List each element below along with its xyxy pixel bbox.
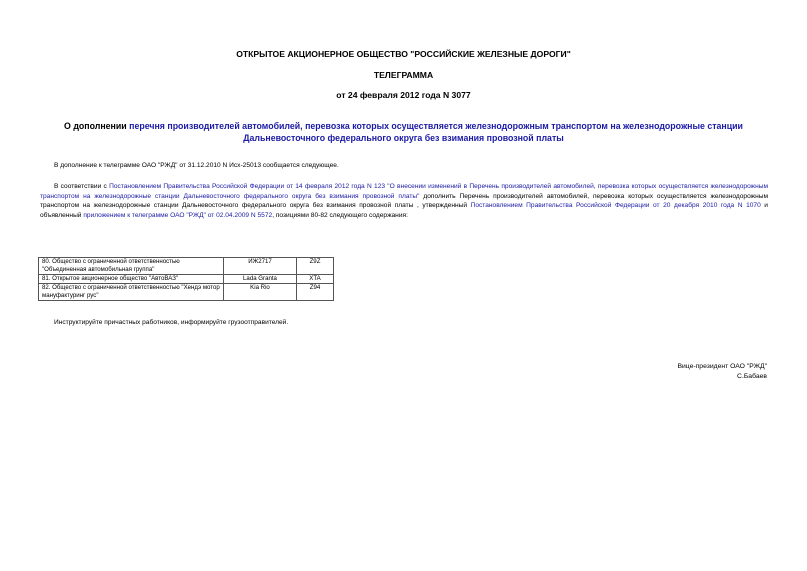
resolution-1070-link[interactable]: Постановлением Правительства Российской Федерации от 20 декабря 2010 года N 1070: [470, 202, 761, 210]
paragraph-intro: [40, 161, 768, 171]
signatory-name: С.Бабаев: [737, 372, 767, 380]
paragraph-main-text-3: и объявленный: [40, 202, 768, 219]
paragraph-intro-text: В дополнение к телеграмме ОАО "РЖД" от 31.12.2010 N Исх-25013 сообщается следующее.: [54, 162, 339, 169]
table-cell-code: Z9Z: [297, 258, 334, 275]
organization-title: ОТКРЫТОЕ АКЦИОНЕРНОЕ ОБЩЕСТВО "РОССИЙСКИЕ ЖЕЛЕЗНЫЕ ДОРОГИ": [236, 49, 571, 59]
table-cell-model: Kia Rio: [224, 284, 297, 301]
subject-link[interactable]: перечня производителей автомобилей, перевозка которых осуществляется железнодорожным транспортом на железнодорожные станции Дальневосточного федерального округа без взимания провозной платы: [129, 121, 743, 143]
table-row: [39, 258, 334, 275]
paragraph-instruction: [40, 318, 768, 328]
signature-block: [677, 362, 767, 381]
document-date: от 24 февраля 2012 года N 3077: [336, 90, 471, 100]
table-cell-manufacturer: 81. Открытое акционерное общество "АвтоВАЗ": [39, 275, 224, 284]
table-cell-model: Lada Granta: [224, 275, 297, 284]
table-cell-manufacturer: 82. Общество с ограниченной ответственностью "Хендэ мотор мануфактуринг рус": [39, 284, 224, 301]
paragraph-main-text-4: , позициями 80-82 следующего содержания:: [272, 211, 408, 219]
table-row: [39, 275, 334, 284]
document-subject: [45, 120, 762, 144]
paragraph-main: [40, 182, 768, 220]
document-type: ТЕЛЕГРАММА: [373, 70, 434, 80]
paragraph-instruction-text: Инструктируйте причастных работников, информируйте грузоотправителей.: [54, 319, 289, 326]
table-cell-code: XTA: [297, 275, 334, 284]
resolution-123-link[interactable]: Постановлением Правительства Российской Федерации от 14 февраля 2012 года N 123 "О внесении изменений в Перечень производителей автомобилей, перевозка которых осуществляется железнодорожным транспортом на железнодорожные станции Дальневосточного федерального округа без взимания провозной платы": [40, 183, 768, 200]
telegram-appendix-link[interactable]: приложением к телеграмме ОАО "РЖД" от 02.04.2009 N 5572: [83, 211, 273, 219]
subject-prefix: О дополнении: [64, 121, 130, 131]
table-row: [39, 284, 334, 301]
manufacturers-table: [38, 257, 334, 301]
signatory-title: Вице-президент ОАО "РЖД": [677, 363, 767, 370]
table-cell-manufacturer: 80. Общество с ограниченной ответственностью "Объединенная автомобильная группа": [39, 258, 224, 275]
paragraph-main-text-1: В соответствии с: [54, 183, 110, 190]
table-cell-code: Z94: [297, 284, 334, 301]
table-cell-model: ИЖ2717: [224, 258, 297, 275]
paragraph-main-text-2: дополнить Перечень производителей автомобилей, перевозка которых осуществляется железнодорожным транспортом на железнодорожные станции Дальневосточного федерального округа без взимания провозной платы , утвержденный: [40, 192, 768, 210]
